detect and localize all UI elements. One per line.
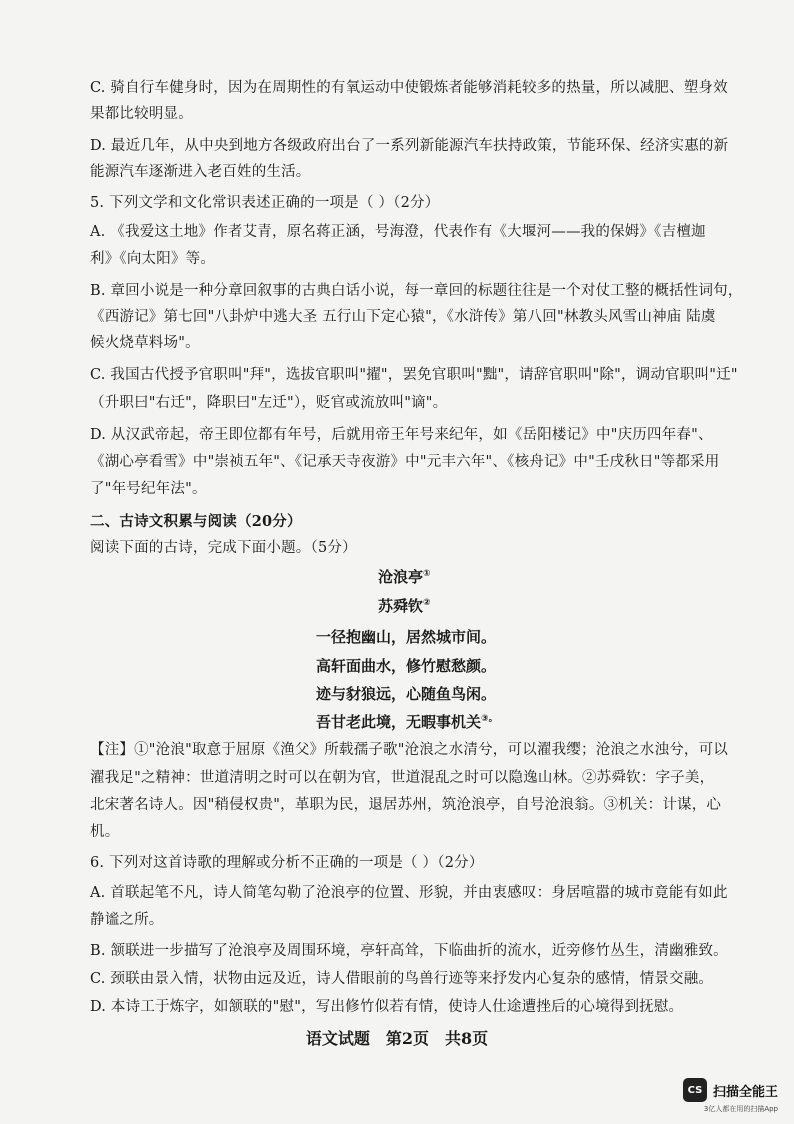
text-line: 了"年号纪年法"。 (90, 481, 207, 497)
text-line: A. 《我爱这土地》作者艾青，原名蒋正涵，号海澄，代表作有《大堰河——我的保姆》《吉檀迦 (90, 224, 706, 240)
note-line: 北宋著名诗人。因"稍侵权贵"，革职为民，退居苏州，筑沧浪亭，自号沧浪翁。③机关：计谋，心 (90, 797, 722, 813)
option-c: C. 颈联由景入情，状物由远及近，诗人借眼前的鸟兽行迹等来抒发内心复杂的感情，情景交融。 (90, 971, 714, 987)
page-footer: 语文试题 第2页 共8页 (305, 1029, 489, 1048)
poem-verse: 一径抱幽山，居然城市间。 (316, 628, 497, 646)
poem-verse: 迹与豺狼远，心随鱼鸟闲。 (316, 685, 497, 703)
watermark-name: 扫描全能王 (712, 1084, 778, 1100)
text-line: D. 最近几年，从中央到地方各级政府出台了一系列新能源汽车扶持政策，节能环保、经济实惠的新 (90, 138, 729, 154)
text-line: 候火烧草料场"。 (90, 335, 200, 351)
note-line: 机。 (90, 824, 120, 840)
option-b: B. 颔联进一步描写了沧浪亭及周围环境，亭轩高耸，下临曲折的流水，近旁修竹丛生，清幽雅致。 (90, 943, 728, 959)
question-5-stem: 5. 下列文学和文化常识表述正确的一项是（ ）（2分） (90, 195, 440, 211)
text-line: 利》《向太阳》等。 (90, 251, 216, 267)
watermark-subtitle: 3亿人都在用的扫描App (703, 1105, 778, 1113)
option-d: D. 本诗工于炼字，如颔联的"慰"，写出修竹似若有情，使诗人仕途遭挫后的心境得到抚慰。 (90, 999, 684, 1015)
poem-title: 沧浪亭① (378, 568, 431, 586)
note-line: 【注】①"沧浪"取意于屈原《渔父》所载孺子歌"沧浪之水清兮，可以濯我缨；沧浪之水浊兮，可以 (90, 742, 729, 758)
scanner-watermark (683, 1078, 778, 1102)
question-6-stem: 6. 下列对这首诗歌的理解或分析不正确的一项是（ ）（2分） (90, 855, 484, 871)
poem-verse: 吾甘老此境，无暇事机关③。 (316, 713, 498, 731)
section-heading: 二、古诗文积累与阅读（20分） (90, 513, 302, 530)
note-line: 濯我足"之精神：世道清明之时可以在朝为官，世道混乱之时可以隐逸山林。②苏舜钦：字子美， (90, 770, 715, 786)
text-line: C. 骑自行车健身时，因为在周期性的有氧运动中使锻炼者能够消耗较多的热量，所以减肥、塑身效 (90, 80, 728, 96)
poem-verse: 高轩面曲水，修竹慰愁颜。 (316, 657, 497, 675)
option-a: 静谧之所。 (90, 912, 164, 928)
camscanner-logo-icon: CS (683, 1078, 707, 1102)
text-line: B. 章回小说是一种分章回叙事的古典白话小说，每一章回的标题往往是一个对仗工整的概括性词句， (90, 283, 743, 299)
poem-author: 苏舜钦② (378, 597, 431, 615)
option-a: A. 首联起笔不凡，诗人简笔勾勒了沧浪亭的位置、形貌，并由衷感叹：身居喧嚣的城市竟能有如此 (90, 885, 728, 901)
text-line: D. 从汉武帝起，帝王即位都有年号，后就用帝王年号来纪年，如《岳阳楼记》中"庆历四年春"、 (90, 427, 713, 443)
text-line: （升职曰"右迁"，降职曰"左迁"），贬官或流放叫"谪"。 (90, 395, 448, 411)
text-line: 果都比较明显。 (90, 106, 193, 122)
reading-instruction: 阅读下面的古诗，完成下面小题。（5分） (90, 540, 357, 556)
text-line: 《西游记》第七回"八卦炉中逃大圣 五行山下定心猿"，《水浒传》第八回"林教头风雪山神庙 陆虞 (90, 309, 716, 325)
text-line: 能源汽车逐渐进入老百姓的生活。 (90, 164, 311, 180)
text-line: C. 我国古代授予官职叫"拜"，选拔官职叫"擢"，罢免官职叫"黜"，请辞官职叫"除"，调动官职叫"迁" (90, 367, 738, 383)
text-line: 《湖心亭看雪》中"崇祯五年"、《记承天寺夜游》中"元丰六年"、《核舟记》中"壬戌秋日"等都采用 (90, 454, 720, 470)
